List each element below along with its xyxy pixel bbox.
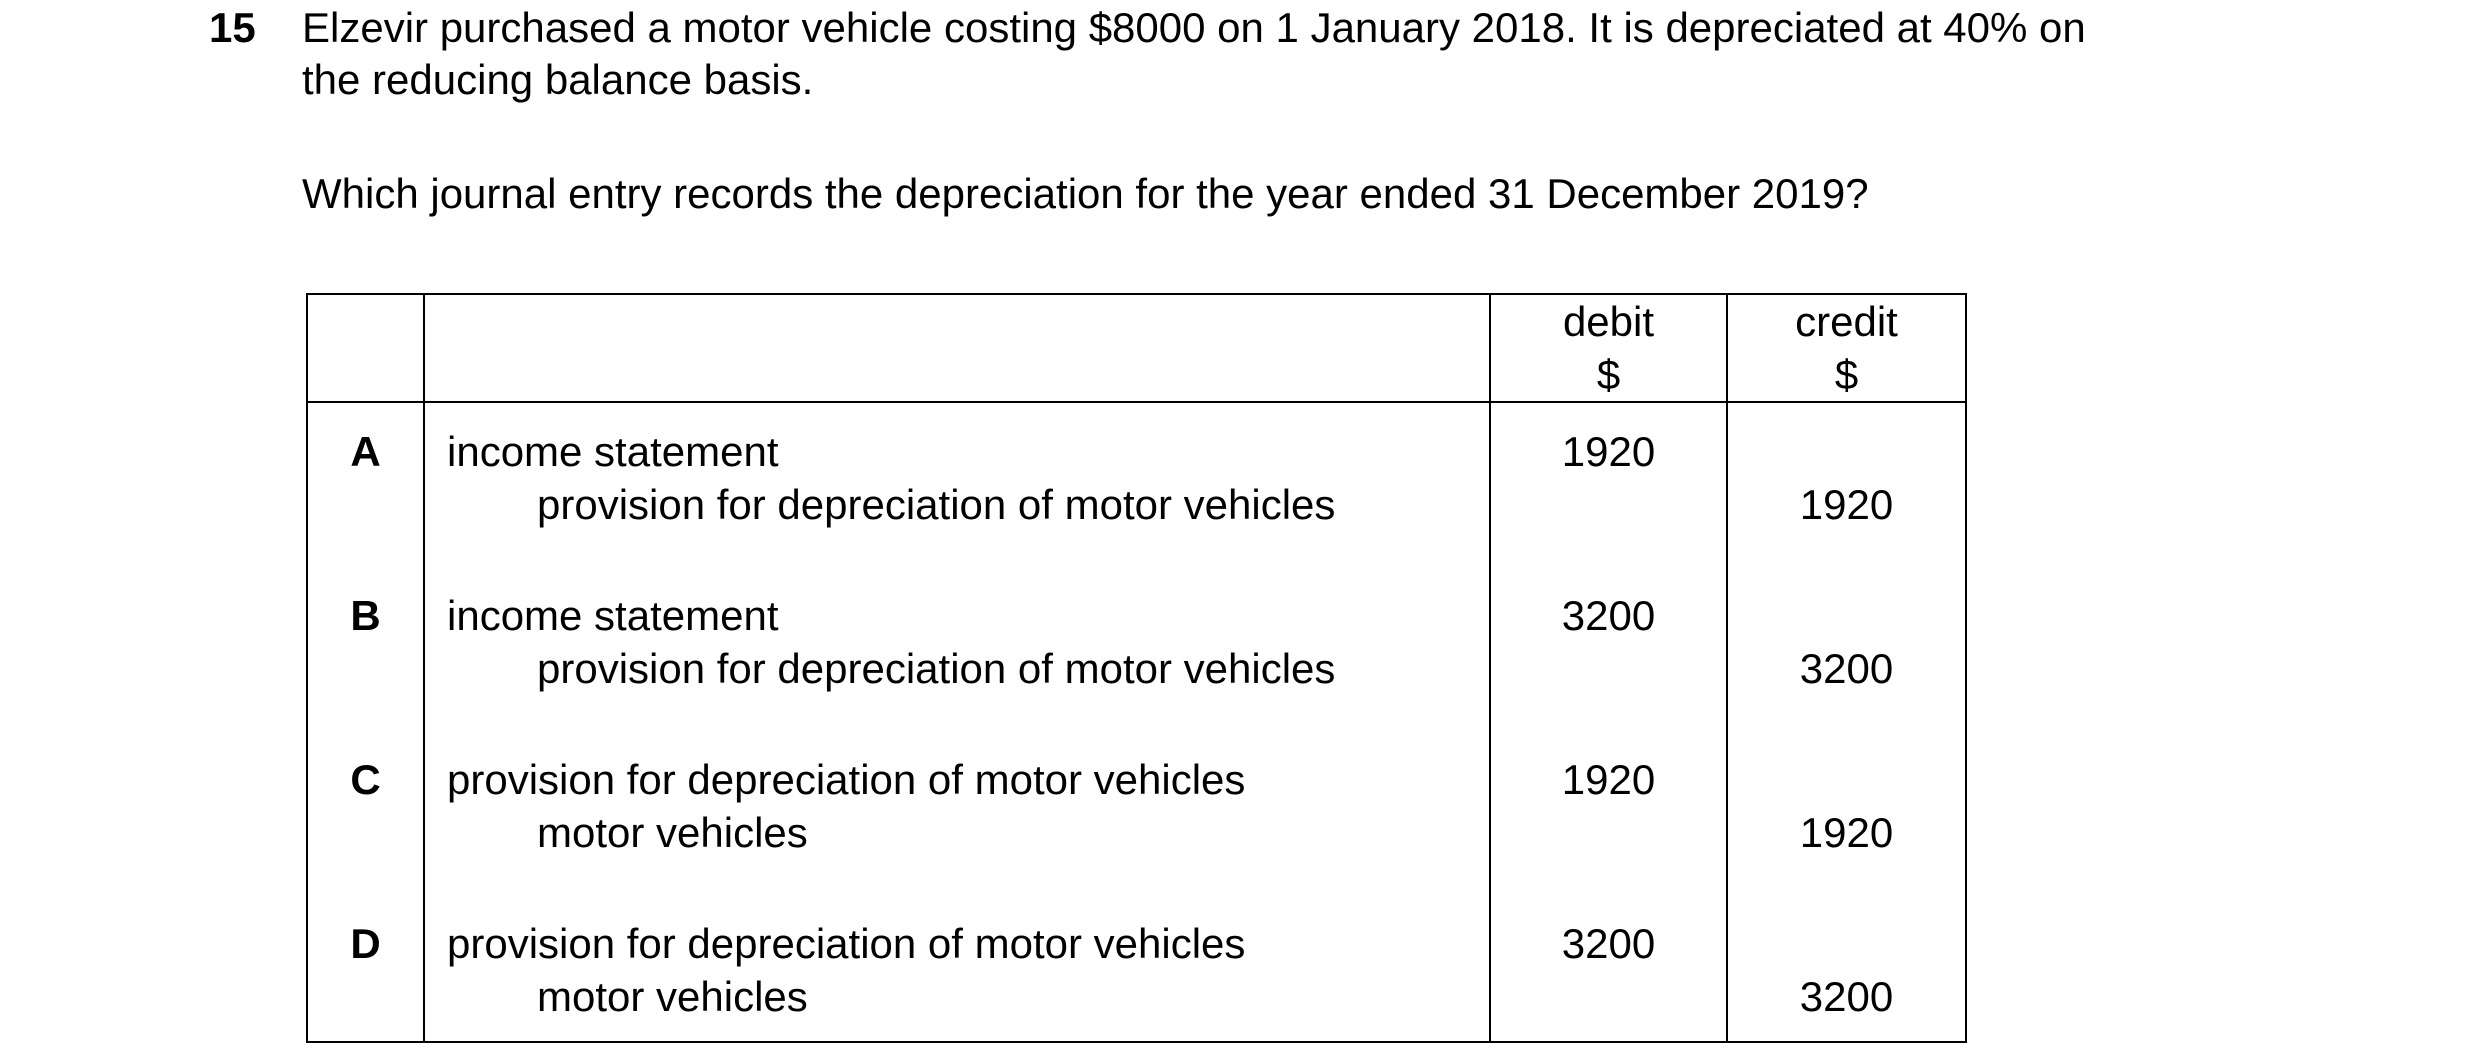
- header-debit-cell: [1490, 294, 1727, 402]
- debit-amount: 1920: [1561, 756, 1656, 803]
- option-letter: C: [307, 731, 424, 895]
- credit-amount-cell: [1727, 402, 1966, 567]
- header-debit-label: debit: [1562, 298, 1655, 345]
- credit-spacer: [1728, 753, 1965, 806]
- journal-options-table: [306, 293, 1967, 1043]
- stem-line-1: Elzevir purchased a motor vehicle costing $8000 on 1 January 2018. It is depreciated at 40% on: [302, 4, 2086, 51]
- credit-spacer: [1728, 917, 1965, 970]
- header-credit-unit: $: [1834, 351, 1859, 398]
- debit-amount-cell: [1490, 402, 1727, 567]
- credit-account: provision for depreciation of motor vehicles: [537, 481, 1336, 528]
- header-description-cell: [424, 294, 1490, 402]
- credit-amount: 3200: [1799, 973, 1894, 1020]
- option-letter: D: [307, 895, 424, 1042]
- option-accounts: [424, 895, 1490, 1042]
- credit-spacer: [1728, 589, 1965, 642]
- header-letter-cell: [307, 294, 424, 402]
- debit-amount: 3200: [1561, 920, 1656, 967]
- question-prompt: Which journal entry records the depreciation for the year ended 31 December 2019?: [302, 170, 1869, 217]
- credit-account: motor vehicles: [537, 809, 808, 856]
- debit-amount-cell: [1490, 567, 1727, 731]
- credit-amount-cell: [1727, 895, 1966, 1042]
- header-credit-label: credit: [1795, 298, 1898, 345]
- option-letter: A: [307, 402, 424, 567]
- credit-account: provision for depreciation of motor vehicles: [537, 645, 1336, 692]
- option-accounts: [424, 402, 1490, 567]
- option-letter: B: [307, 567, 424, 731]
- credit-amount: 1920: [1799, 481, 1894, 528]
- option-row-d[interactable]: [307, 895, 1966, 1042]
- debit-amount: 1920: [1561, 428, 1656, 475]
- question-stem: [302, 2, 2452, 106]
- debit-amount-cell: [1490, 731, 1727, 895]
- debit-amount-cell: [1490, 895, 1727, 1042]
- option-row-b[interactable]: [307, 567, 1966, 731]
- debit-account: provision for depreciation of motor vehicles: [447, 756, 1246, 803]
- stem-line-2: the reducing balance basis.: [302, 56, 814, 103]
- option-accounts: [424, 731, 1490, 895]
- header-credit-cell: [1727, 294, 1966, 402]
- credit-amount: 3200: [1799, 645, 1894, 692]
- header-debit-unit: $: [1596, 351, 1621, 398]
- debit-account: income statement: [447, 428, 779, 475]
- credit-account: motor vehicles: [537, 973, 808, 1020]
- credit-amount-cell: [1727, 731, 1966, 895]
- credit-amount: 1920: [1799, 809, 1894, 856]
- debit-account: provision for depreciation of motor vehicles: [447, 920, 1246, 967]
- option-row-c[interactable]: [307, 731, 1966, 895]
- credit-amount-cell: [1727, 567, 1966, 731]
- question-number: 15: [209, 4, 256, 51]
- credit-spacer: [1728, 425, 1965, 478]
- table-header-row: [307, 294, 1966, 402]
- debit-account: income statement: [447, 592, 779, 639]
- option-accounts: [424, 567, 1490, 731]
- debit-amount: 3200: [1561, 592, 1656, 639]
- option-row-a[interactable]: [307, 402, 1966, 567]
